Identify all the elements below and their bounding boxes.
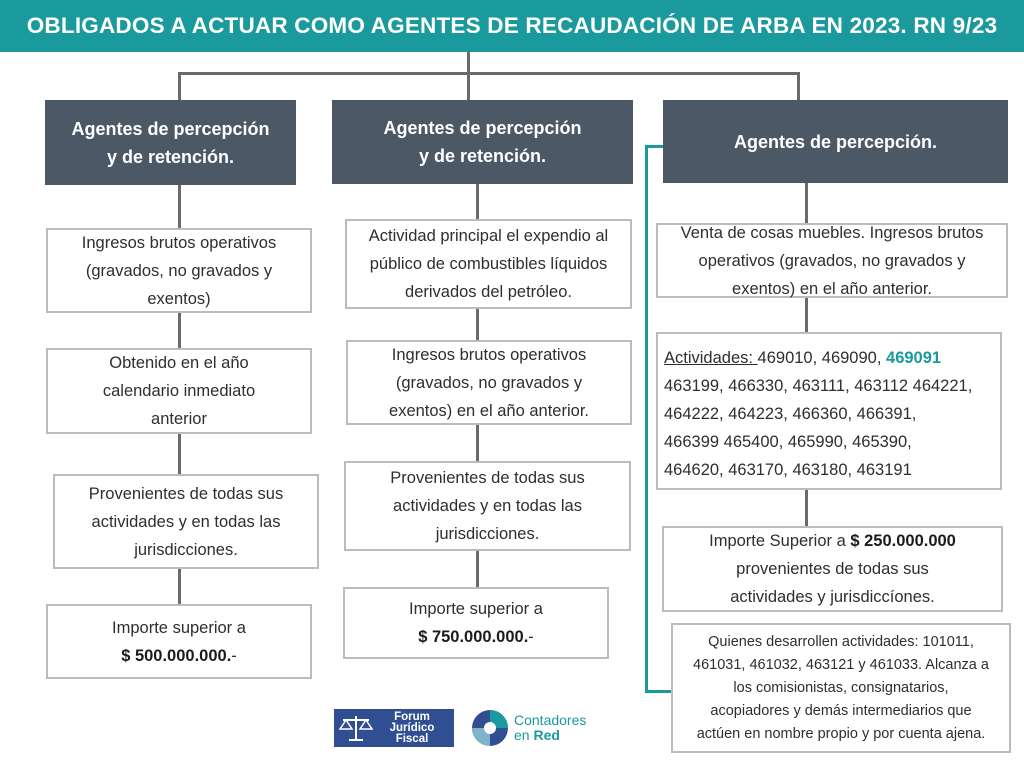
column-1-box-3 [53, 474, 319, 569]
aperture-icon [470, 708, 510, 748]
column-3-header-line-1: Agentes de percepción. [733, 131, 938, 152]
activities-first: 469010, 469090, [757, 349, 887, 367]
column-2-amount-line-1: Importe superior a [409, 600, 543, 618]
teal-bracket-vertical [645, 145, 648, 693]
activities-line-4: 466399 465400, 465990, 465390, [664, 433, 912, 451]
activities-line-2: 463199, 466330, 463111, 463112 464221, [664, 377, 973, 395]
column-2-box-1-line-3: derivados del petróleo. [405, 283, 572, 301]
scales-icon [338, 713, 374, 743]
column-3-box-1-line-3: exentos) en el año anterior. [732, 279, 932, 298]
column-2-box-1-line-1: Actividad principal el expendio al [368, 227, 609, 245]
column-2-box-2-line-2: (gravados, no gravados y [395, 373, 583, 392]
column-3-box-1-line-2: operativos (gravados, no gravados y [698, 251, 966, 270]
column-2-header-line-1: Agentes de percepción [383, 118, 582, 138]
column-2-amount-box [343, 587, 609, 659]
column-3-amount-prefix: Importe Superior a [709, 532, 851, 550]
contadores-logo-line-2 [514, 728, 586, 743]
connector-drop-2 [467, 72, 470, 100]
connector-c2-a [476, 184, 479, 219]
column-1-header-line-1: Agentes de percepción [71, 118, 270, 139]
contadores-logo-word-en: en [514, 727, 530, 743]
column-1-amount-line-2 [121, 642, 237, 670]
activities-label: Actividades: [664, 349, 758, 367]
column-2-header [332, 100, 633, 184]
connector-top-bar [178, 72, 800, 75]
column-1-box-2 [46, 348, 312, 434]
forum-juridico-fiscal-logo [334, 709, 454, 747]
column-1-amount-suffix: - [231, 646, 237, 665]
column-3-amount-line-2: provenientes de todas sus [736, 560, 929, 578]
column-3-box-1-line-1: Venta de cosas muebles. Ingresos brutos [680, 223, 984, 242]
column-2-box-2-line-1: Ingresos brutos operativos [391, 345, 587, 364]
column-2-box-2 [346, 340, 632, 425]
connector-c3-b [805, 298, 808, 332]
column-2-box-3-line-3: jurisdicciones. [435, 525, 540, 543]
column-2-box-1-line-2: público de combustibles líquidos [369, 255, 608, 273]
column-3-header [663, 100, 1008, 183]
column-2-box-2-line-3: exentos) en el año anterior. [389, 401, 589, 420]
column-2-box-3-line-2: actividades y en todas las [393, 497, 582, 515]
column-1-amount-value: $ 500.000.000. [121, 646, 232, 665]
column-1-amount-line-1: Importe superior a [112, 618, 246, 637]
column-2-box-3-line-1: Provenientes de todas sus [390, 469, 585, 487]
connector-trunk [467, 52, 470, 74]
connector-c1-b [178, 313, 181, 348]
note-line-5: actúen en nombre propio y por cuenta ajena. [696, 725, 986, 742]
connector-c2-d [476, 551, 479, 587]
forum-logo-line-2: Jurídico [389, 721, 435, 734]
column-1-box-3-line-2: actividades y en todas las [91, 512, 281, 531]
note-line-3: los comisionistas, consignatarios, [733, 679, 949, 696]
column-2-box-1 [345, 219, 632, 309]
column-3-amount-line-3: actividades y jurisdiccíones. [730, 588, 935, 606]
connector-c3-c [805, 490, 808, 526]
activities-line-1 [664, 344, 994, 372]
column-2-box-3 [344, 461, 631, 551]
note-line-4: acopiadores y demás intermediarios que [710, 702, 972, 719]
column-3-amount-value: $ 250.000.000 [850, 532, 956, 550]
page-title: OBLIGADOS A ACTUAR COMO AGENTES DE RECAUDACIÓN DE ARBA EN 2023. RN 9/23 [0, 0, 1024, 52]
column-1-box-2-line-3: anterior [151, 410, 207, 428]
column-1-box-1-line-2: (gravados, no gravados y [85, 261, 273, 280]
column-1-header-line-2: y de retención. [106, 146, 235, 167]
column-3-amount-line-1 [709, 527, 956, 555]
column-1-box-3-line-3: jurisdicciones. [134, 540, 238, 559]
column-1-box-2-line-2: calendario inmediato [102, 382, 256, 400]
connector-drop-3 [797, 72, 800, 100]
activities-highlight: 469091 [886, 349, 942, 367]
connector-c3-a [805, 183, 808, 223]
contadores-en-red-logo [470, 707, 600, 749]
contadores-logo-line-1: Contadores [514, 712, 587, 728]
activities-line-5: 464620, 463170, 463180, 463191 [664, 461, 912, 479]
connector-drop-1 [178, 72, 181, 100]
column-2-amount-suffix: - [528, 628, 534, 646]
column-1-header [45, 100, 296, 185]
column-3-amount-box [662, 526, 1003, 612]
contadores-logo-word-red: Red [533, 727, 560, 743]
forum-logo-line-3: Fiscal [395, 732, 429, 745]
column-3-note-box [671, 623, 1011, 753]
connector-c2-c [476, 425, 479, 461]
column-1-box-2-line-1: Obtenido en el año [109, 354, 249, 372]
connector-c1-d [178, 569, 181, 604]
forum-logo-line-1: Forum [394, 710, 430, 723]
column-3-activities-box [656, 332, 1002, 490]
column-3-box-1 [656, 223, 1008, 298]
column-1-box-1 [46, 228, 312, 313]
column-2-amount-value: $ 750.000.000. [418, 628, 529, 646]
teal-bracket-bottom [645, 690, 671, 693]
connector-c1-a [178, 185, 181, 228]
column-1-amount-box [46, 604, 312, 679]
column-2-header-line-2: y de retención. [418, 146, 547, 166]
connector-c1-c [178, 434, 181, 474]
note-line-2: 461031, 461032, 463121 y 461033. Alcanza a [693, 656, 989, 673]
activities-line-3: 464222, 464223, 466360, 466391, [664, 405, 917, 423]
connector-c2-b [476, 309, 479, 340]
column-1-box-1-line-1: Ingresos brutos operativos [81, 233, 277, 252]
column-1-box-3-line-1: Provenientes de todas sus [88, 484, 284, 503]
column-2-amount-line-2 [418, 623, 534, 651]
note-line-1: Quienes desarrollen actividades: 101011, [708, 633, 974, 650]
column-1-box-1-line-3: exentos) [147, 289, 211, 308]
